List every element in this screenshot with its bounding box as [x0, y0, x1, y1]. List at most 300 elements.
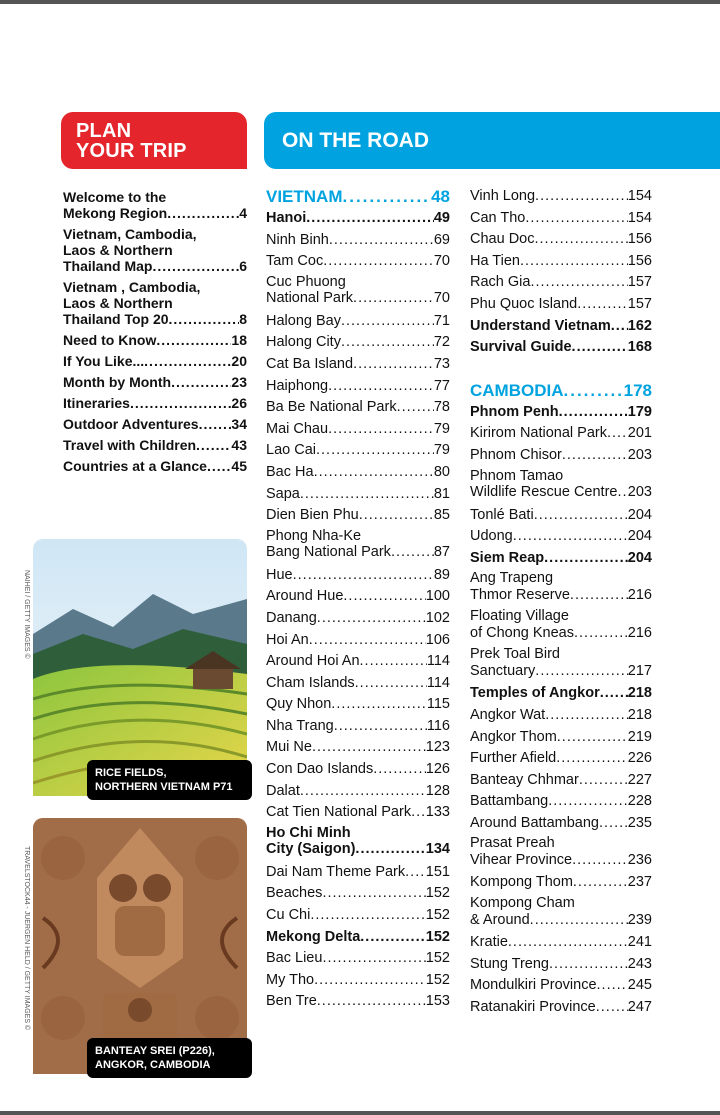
toc-page-number: 78	[433, 399, 450, 416]
toc-entry-title: Phnom Penh	[470, 403, 559, 420]
toc-leader-dots	[130, 395, 231, 411]
plan-your-trip-contents	[63, 189, 247, 479]
plan-trip-item	[63, 353, 247, 369]
toc-entry	[266, 694, 450, 716]
toc-entry	[266, 311, 450, 333]
toc-leader-dots	[310, 905, 425, 927]
toc-leader-dots	[397, 397, 434, 419]
toc-entry	[470, 997, 652, 1019]
toc-entry-row	[470, 445, 652, 467]
toc-page-number: 151	[425, 863, 450, 880]
toc-leader-dots	[572, 337, 628, 359]
toc-entry	[470, 272, 652, 294]
toc-leader-dots	[144, 353, 231, 369]
toc-entry-row	[266, 586, 450, 608]
toc-entry-title: Cat Tien National Park	[266, 804, 412, 821]
toc-entry-row	[266, 608, 450, 630]
toc-entry-row	[470, 505, 652, 527]
toc-entry	[266, 440, 450, 462]
region-heading-entry	[470, 337, 652, 359]
toc-page-number: 87	[433, 544, 450, 561]
toc-page-number: 156	[627, 252, 652, 269]
toc-page-number: 152	[425, 928, 450, 945]
toc-entry-row	[266, 948, 450, 970]
toc-entry-row	[470, 705, 652, 727]
toc-leader-dots	[557, 727, 628, 749]
toc-entry	[266, 354, 450, 376]
toc-leader-dots	[405, 862, 426, 884]
toc-leader-dots	[167, 205, 239, 221]
toc-page-number: 228	[627, 793, 652, 810]
toc-page-number: 85	[433, 507, 450, 524]
toc-page-number: 178	[623, 380, 652, 400]
toc-leader-dots	[596, 997, 628, 1019]
region-heading-entry	[470, 548, 652, 570]
toc-leader-dots	[300, 781, 426, 803]
plan-trip-item-line: Vietnam, Cambodia,	[63, 226, 197, 242]
toc-entry-row	[470, 727, 652, 749]
toc-leader-dots	[322, 883, 425, 905]
toc-entry-row	[470, 997, 652, 1019]
toc-entry-row	[266, 230, 450, 252]
toc-leader-dots	[564, 380, 624, 402]
toc-leader-dots	[360, 927, 426, 949]
plan-trip-item	[63, 416, 247, 432]
toc-page-number: 204	[627, 549, 652, 566]
toc-page-number: 216	[627, 586, 652, 603]
toc-entry-row	[266, 759, 450, 781]
toc-entry-row	[266, 484, 450, 506]
toc-page-number: 106	[425, 631, 450, 648]
toc-entry-row	[470, 587, 652, 604]
toc-entry	[266, 630, 450, 652]
toc-page-number: 79	[433, 420, 450, 437]
toc-entry-row	[266, 802, 450, 824]
toc-leader-dots	[341, 332, 434, 354]
toc-page-number: 115	[426, 696, 450, 713]
toc-entry-row	[470, 975, 652, 997]
toc-page-number: 81	[433, 485, 450, 502]
toc-leader-dots	[535, 186, 628, 208]
toc-leader-dots	[323, 251, 434, 273]
toc-entry-row	[470, 316, 652, 338]
toc-entry-first-line: Ho Chi Minh	[266, 824, 351, 841]
toc-entry-title: Mekong Region	[63, 205, 168, 221]
toc-leader-dots	[353, 354, 434, 376]
toc-page-number: 152	[425, 950, 450, 967]
toc-leader-dots	[530, 912, 628, 929]
toc-leader-dots	[513, 526, 628, 548]
toc-entry	[470, 569, 652, 607]
toc-entry-row	[266, 651, 450, 673]
toc-entry	[266, 565, 450, 587]
toc-entry-title: Phnom Chisor	[470, 446, 562, 463]
toc-entry-row	[470, 484, 652, 501]
toc-entry-row	[266, 883, 450, 905]
toc-entry-title: Cham Islands	[266, 674, 355, 691]
toc-entry	[266, 883, 450, 905]
toc-page-number: 152	[425, 885, 450, 902]
toc-page-number: 8	[239, 311, 247, 327]
toc-entry-title: If You Like...	[63, 353, 145, 369]
photo1-caption-line2: NORTHERN VIETNAM P71	[95, 781, 233, 793]
on-the-road-column-1	[266, 186, 450, 1013]
toc-entry-title: Halong Bay	[266, 312, 341, 329]
toc-leader-dots	[353, 290, 434, 307]
toc-entry	[470, 526, 652, 548]
toc-page-number: 6	[239, 258, 247, 274]
toc-entry-title: Vinh Long	[470, 188, 536, 204]
toc-leader-dots	[599, 813, 628, 835]
toc-entry	[470, 467, 652, 505]
toc-leader-dots	[322, 948, 425, 970]
stone-carving-illustration	[33, 818, 247, 1074]
region-heading-entry	[266, 208, 450, 230]
toc-entry-row	[266, 397, 450, 419]
toc-leader-dots	[548, 791, 628, 813]
toc-leader-dots	[314, 970, 426, 992]
toc-leader-dots	[328, 376, 434, 398]
toc-entry-row	[470, 402, 652, 424]
toc-page-number: 69	[433, 231, 450, 248]
toc-page-number: 126	[425, 761, 450, 778]
toc-leader-dots	[199, 416, 232, 432]
toc-entry-title: National Park	[266, 290, 354, 307]
toc-page-number: 49	[433, 210, 450, 226]
toc-entry-row	[266, 440, 450, 462]
toc-entry-title: Banteay Chhmar	[470, 771, 579, 788]
toc-page-number: 23	[231, 374, 247, 390]
toc-entry-row	[470, 852, 652, 869]
toc-page-number: 203	[627, 446, 652, 463]
toc-entry	[470, 770, 652, 792]
toc-entry-title: Phu Quoc Island	[470, 295, 578, 312]
toc-entry	[470, 894, 652, 932]
toc-entry-row	[470, 625, 652, 642]
country-section-heading	[470, 380, 652, 402]
toc-entry	[470, 954, 652, 976]
toc-entry	[470, 251, 652, 273]
toc-entry	[266, 251, 450, 273]
toc-entry-row	[470, 186, 652, 208]
toc-page-number: 157	[627, 274, 652, 291]
toc-page-number: 4	[239, 205, 247, 221]
toc-entry-first-line: Phnom Tamao	[470, 467, 564, 484]
toc-entry-first-line: Floating Village	[470, 608, 569, 625]
toc-page-number: 34	[231, 416, 247, 432]
toc-entry-title: of Chong Kneas	[470, 624, 574, 641]
toc-entry-title: Bac Ha	[266, 463, 314, 480]
toc-entry	[470, 505, 652, 527]
toc-leader-dots	[207, 458, 231, 474]
toc-entry	[266, 484, 450, 506]
toc-entry-title: Lao Cai	[266, 442, 316, 459]
toc-leader-dots	[169, 311, 240, 327]
toc-entry-title: Beaches	[266, 885, 323, 902]
toc-page-number: 123	[425, 739, 450, 756]
toc-entry-title: Stung Treng	[470, 955, 549, 972]
toc-leader-dots	[534, 229, 627, 251]
plan-title-line1: PLAN	[76, 120, 132, 142]
toc-entry-first-line: Kompong Cham	[470, 895, 575, 912]
plan-your-trip-header	[61, 112, 247, 169]
toc-entry	[470, 813, 652, 835]
toc-entry	[470, 705, 652, 727]
toc-page-number: 219	[627, 728, 652, 745]
toc-entry-row	[266, 354, 450, 376]
toc-entry-title: Con Dao Islands	[266, 761, 374, 778]
toc-entry-row	[470, 380, 652, 402]
toc-page-number: 226	[627, 750, 652, 767]
toc-leader-dots	[312, 737, 426, 759]
toc-entry	[470, 294, 652, 316]
toc-leader-dots	[309, 630, 426, 652]
toc-page-number: 20	[231, 353, 247, 369]
plan-trip-item	[63, 437, 247, 453]
toc-leader-dots	[579, 770, 628, 792]
toc-entry-title: Mai Chau	[266, 420, 329, 437]
toc-entry-title: Wildlife Rescue Centre	[470, 484, 618, 501]
toc-entry	[266, 586, 450, 608]
toc-entry	[266, 651, 450, 673]
toc-entry-title: Ben Tre	[266, 993, 317, 1010]
toc-leader-dots	[411, 802, 426, 824]
toc-entry	[470, 975, 652, 997]
toc-leader-dots	[343, 586, 425, 608]
toc-page-number: 235	[627, 814, 652, 831]
on-the-road-column-2	[470, 186, 652, 1018]
toc-page-number: 133	[425, 804, 450, 821]
region-heading-entry	[470, 683, 652, 705]
toc-entry-title: Ha Tien	[470, 252, 520, 269]
toc-entry-row	[63, 353, 247, 369]
toc-leader-dots	[570, 587, 628, 604]
toc-entry-title: Vihear Province	[470, 851, 573, 868]
toc-leader-dots	[331, 694, 427, 716]
toc-entry-row	[470, 423, 652, 445]
toc-leader-dots	[574, 625, 628, 642]
toc-entry-title: Travel with Children	[63, 437, 197, 453]
toc-entry	[266, 948, 450, 970]
toc-entry	[470, 186, 652, 208]
top-border	[0, 0, 720, 4]
toc-entry	[266, 802, 450, 824]
toc-leader-dots	[355, 841, 425, 858]
toc-entry-row	[470, 337, 652, 359]
photo2-caption-line1: BANTEAY SREI (P226),	[95, 1045, 215, 1057]
toc-entry-title: Further Afield	[470, 750, 557, 767]
toc-entry-row	[266, 781, 450, 803]
toc-page-number: 227	[627, 771, 652, 788]
toc-entry-row	[266, 991, 450, 1013]
toc-entry	[470, 208, 652, 230]
toc-leader-dots	[293, 565, 434, 587]
toc-leader-dots	[597, 975, 628, 997]
toc-leader-dots	[577, 294, 628, 316]
toc-entry-row	[266, 905, 450, 927]
toc-entry	[470, 932, 652, 954]
toc-entry	[266, 991, 450, 1013]
toc-entry	[266, 462, 450, 484]
toc-entry-row	[470, 683, 652, 705]
toc-page-number: 218	[627, 685, 652, 702]
toc-leader-dots	[373, 759, 426, 781]
toc-entry-title: Bang National Park	[266, 544, 391, 561]
toc-entry-title: Dien Bien Phu	[266, 507, 359, 524]
toc-entry-row	[266, 630, 450, 652]
toc-entry-title: Countries at a Glance	[63, 458, 207, 474]
toc-page-number: 116	[426, 717, 450, 734]
toc-page-number: 128	[425, 782, 450, 799]
photo2-caption-line2: ANGKOR, CAMBODIA	[95, 1059, 211, 1071]
bottom-border	[0, 1111, 720, 1115]
toc-page-number: 102	[425, 609, 450, 626]
toc-page-number: 48	[431, 187, 450, 206]
toc-entry-row	[470, 954, 652, 976]
toc-leader-dots	[171, 374, 231, 390]
toc-entry-title: Chau Doc	[470, 231, 535, 248]
toc-entry-row	[266, 565, 450, 587]
toc-entry-row	[63, 332, 247, 348]
toc-entry-row	[470, 229, 652, 251]
toc-entry	[266, 673, 450, 695]
region-heading-entry	[470, 316, 652, 338]
photo1-credit: NAIHEI / GETTY IMAGES ©	[23, 570, 30, 659]
plan-trip-item	[63, 226, 247, 274]
toc-leader-dots	[156, 332, 231, 348]
toc-entry-title: Thmor Reserve	[470, 586, 570, 603]
toc-page-number: 71	[433, 312, 450, 329]
toc-page-number: 201	[627, 425, 652, 442]
toc-entry-row	[266, 419, 450, 441]
toc-entry-title: & Around	[470, 911, 530, 928]
toc-leader-dots	[306, 208, 434, 230]
toc-entry-title: Temples of Angkor	[470, 685, 600, 702]
plan-trip-item-line: Laos & Northern	[63, 295, 173, 311]
toc-leader-dots	[530, 272, 627, 294]
toc-entry-title: Around Hue	[266, 588, 344, 605]
toc-leader-dots	[544, 548, 628, 570]
toc-entry-row	[266, 505, 450, 527]
toc-entry-title: Kirirom National Park	[470, 425, 607, 442]
toc-entry-row	[470, 526, 652, 548]
toc-page-number: 168	[627, 339, 652, 356]
toc-entry-title: My Tho	[266, 971, 315, 988]
toc-leader-dots	[317, 608, 426, 630]
toc-entry-row	[470, 770, 652, 792]
toc-leader-dots	[617, 484, 627, 501]
toc-page-number: 179	[627, 403, 652, 420]
toc-entry-row	[470, 294, 652, 316]
toc-entry-row	[266, 970, 450, 992]
toc-entry-title: Survival Guide	[470, 339, 572, 356]
toc-leader-dots	[196, 437, 231, 453]
toc-leader-dots	[607, 423, 628, 445]
toc-entry-first-line: Prek Toal Bird	[470, 646, 560, 663]
toc-page-number: 157	[627, 295, 652, 312]
plan-title-line2: YOUR TRIP	[76, 140, 187, 162]
toc-entry-row	[470, 272, 652, 294]
toc-leader-dots	[391, 544, 434, 561]
toc-page-number: 245	[627, 977, 652, 994]
toc-entry-row	[470, 251, 652, 273]
toc-page-number: 236	[627, 851, 652, 868]
toc-leader-dots	[572, 852, 628, 869]
toc-page-number: 100	[425, 588, 450, 605]
toc-entry	[266, 332, 450, 354]
toc-entry-title: Quy Nhon	[266, 696, 332, 713]
toc-leader-dots	[534, 505, 628, 527]
toc-entry-title: Outdoor Adventures	[63, 416, 199, 432]
toc-leader-dots	[355, 673, 427, 695]
toc-entry-title: Mondulkiri Province	[470, 977, 597, 994]
toc-entry	[470, 791, 652, 813]
toc-page-number: 45	[231, 458, 247, 474]
toc-entry-row	[63, 374, 247, 390]
toc-page-number: 70	[433, 290, 450, 307]
region-heading-entry	[470, 402, 652, 424]
toc-leader-dots	[300, 484, 434, 506]
photo1-caption	[87, 760, 252, 800]
region-heading-entry	[266, 824, 450, 862]
toc-page-number: 237	[627, 874, 652, 891]
toc-page-number: 218	[627, 706, 652, 723]
toc-page-number: 134	[425, 841, 450, 858]
toc-entry-row	[266, 376, 450, 398]
toc-entry-title: Tonlé Bati	[470, 506, 534, 523]
toc-entry-title: Around Hoi An	[266, 653, 360, 670]
toc-entry	[266, 970, 450, 992]
toc-entry-row	[470, 912, 652, 929]
toc-entry-title: Kompong Thom	[470, 874, 573, 891]
toc-page-number: 162	[627, 317, 652, 334]
toc-entry-title: Ninh Binh	[266, 231, 329, 248]
toc-entry-row	[266, 862, 450, 884]
toc-entry-title: Udong	[470, 528, 513, 545]
toc-entry	[266, 608, 450, 630]
on-the-road-header	[264, 112, 720, 169]
toc-entry-title: Cu Chi	[266, 907, 311, 924]
toc-leader-dots	[535, 663, 628, 680]
photo2-caption	[87, 1038, 252, 1078]
toc-leader-dots	[611, 316, 628, 338]
banteay-srei-photo	[33, 818, 247, 1074]
region-heading-entry	[266, 927, 450, 949]
toc-entry	[266, 781, 450, 803]
toc-entry-title: Understand Vietnam	[470, 317, 611, 334]
toc-entry-row	[266, 311, 450, 333]
toc-entry	[266, 527, 450, 565]
toc-page-number: 156	[627, 231, 652, 248]
toc-entry-first-line: Cuc Phuong	[266, 273, 346, 290]
toc-entry	[470, 834, 652, 872]
toc-entry-title: Bac Lieu	[266, 950, 323, 967]
toc-entry-title: Rach Gia	[470, 274, 531, 291]
photo2-credit: TRAVELSTOCK44 - JUERGEN HELD / GETTY IMAGES ©	[23, 846, 30, 1031]
toc-leader-dots	[359, 505, 434, 527]
toc-leader-dots	[341, 311, 434, 333]
toc-page-number: 204	[627, 506, 652, 523]
toc-leader-dots	[360, 651, 427, 673]
toc-entry	[470, 748, 652, 770]
toc-entry-title: Hanoi	[266, 210, 307, 226]
toc-entry-row	[470, 813, 652, 835]
toc-entry-row	[63, 416, 247, 432]
plan-trip-item-line: Vietnam , Cambodia,	[63, 279, 201, 295]
toc-leader-dots	[600, 683, 628, 705]
toc-page-number: 216	[627, 624, 652, 641]
toc-entry	[266, 862, 450, 884]
